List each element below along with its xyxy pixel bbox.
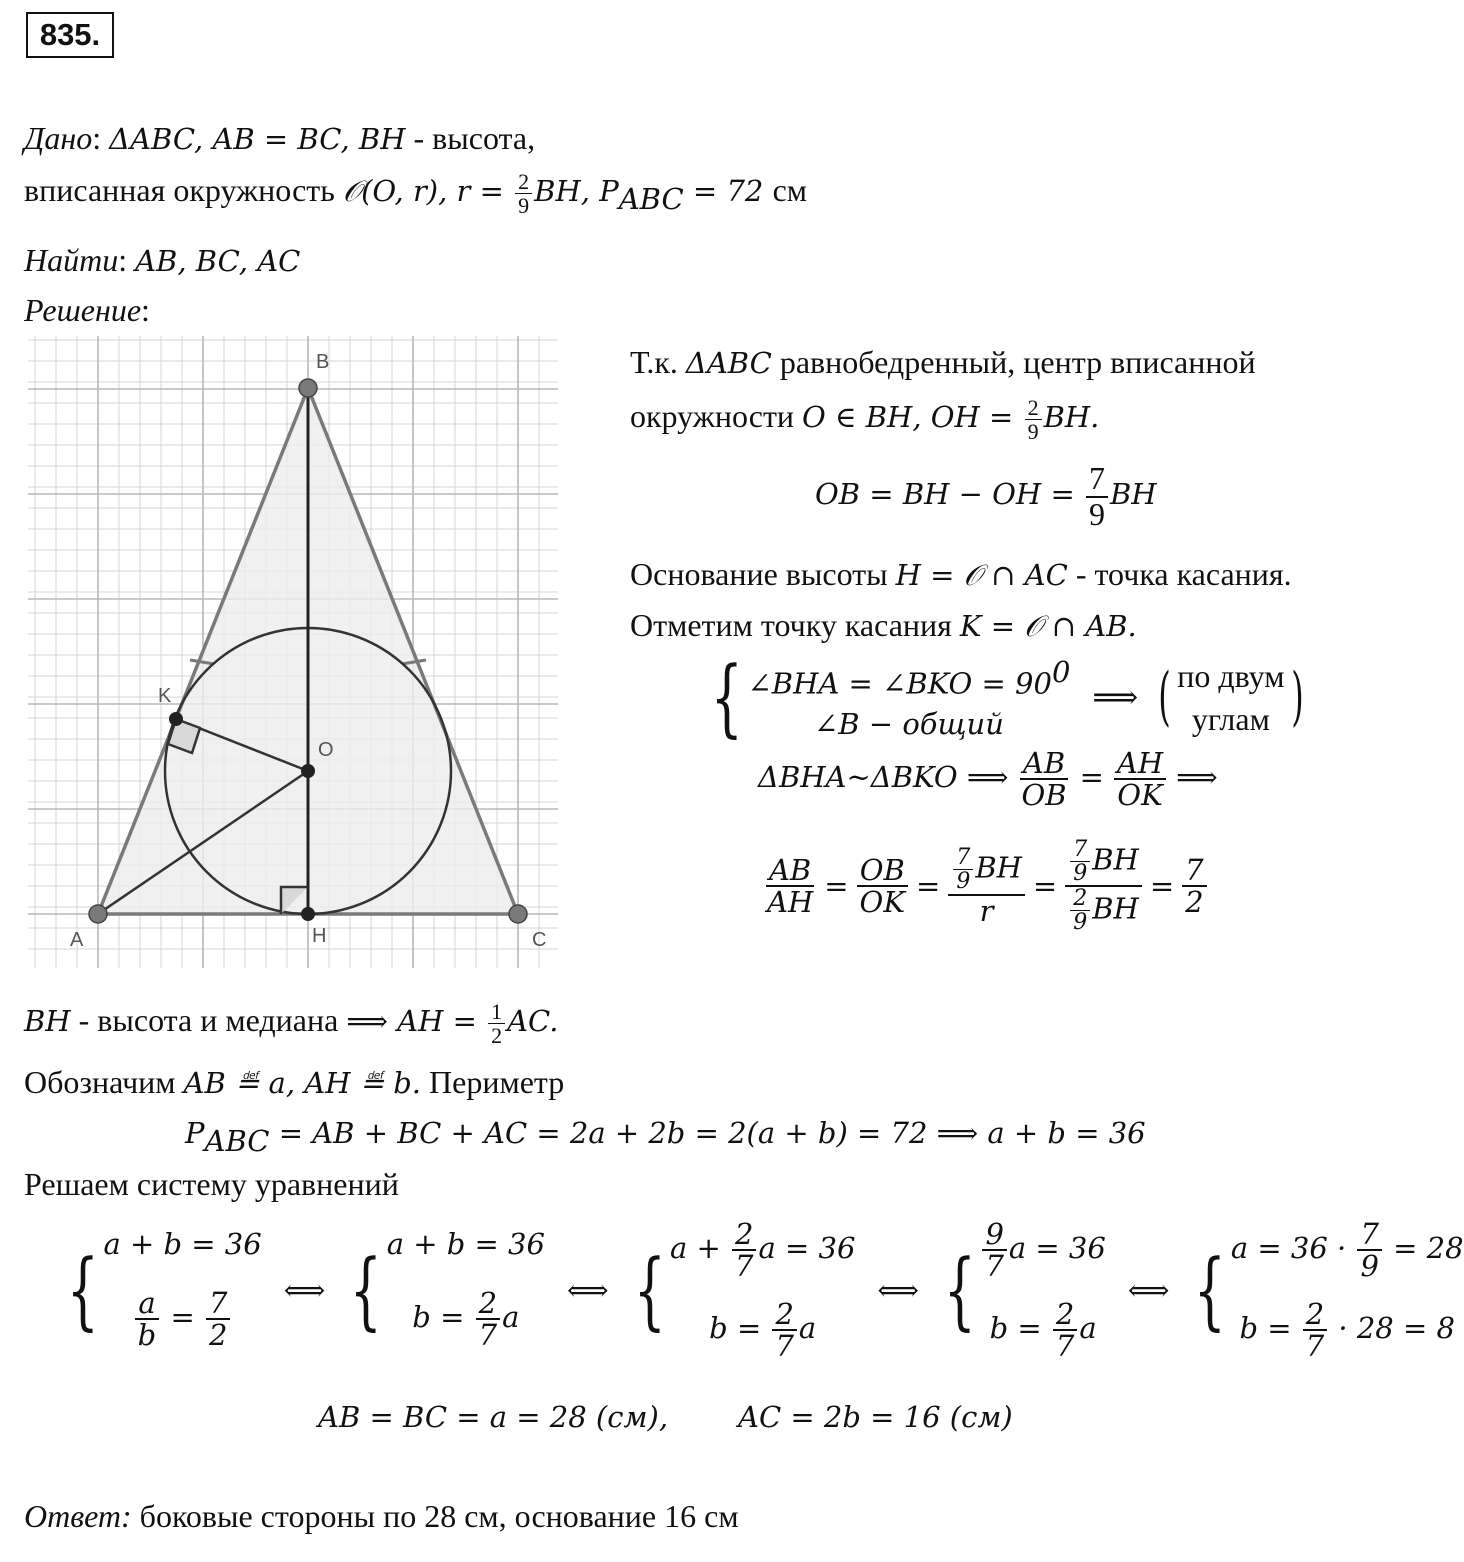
solution-label: Решение:	[24, 292, 150, 328]
triangle-figure	[28, 336, 558, 968]
ratio-line: $\frac{AB}{AH}$ = $\frac{OB}{OK}$ = $\frac{7}{9}$ BH r = $\frac{7}{9}$ BH $\frac{2}{9}$ BH = $\frac{7}{2}$	[762, 838, 1209, 934]
point-a	[89, 905, 107, 923]
given-text-2: вписанная окружность	[24, 171, 343, 208]
point-b	[299, 379, 317, 397]
equation-chain: { a + b = 36 $\frac{a}{b}$ = $\frac{7}{2}$ ⟺ { a + b = 36 b = $\frac{2}{7}$ a ⟺ { a + $\frac{2}{7}$ a = 36 b = $\frac{2}{7}$ a ⟺ { $\frac{9}{7}$ a = 36 b = $\frac{2}{7}$ a ⟺ { a = 36 · $\frac{7}{9}$ = 28 b = $\frac{2}{7}$ · 28 = 8	[56, 1210, 1464, 1370]
given-line-2	[24, 170, 807, 217]
answer-text: боковые стороны по 28 см, основание 16 см	[131, 1498, 739, 1534]
median-line: BH - высота и медиана ⟹ AH = $\frac{1}{2}$ AC.	[24, 999, 559, 1049]
given-sub: ABC	[618, 181, 684, 216]
rc-line-1: Т.к. ΔABC равнобедренный, центр вписанной	[630, 344, 1256, 380]
given-label: Дано	[24, 120, 93, 156]
label-b: B	[316, 351, 330, 373]
given-math-1: ΔABC, AB = BC, BH	[109, 122, 406, 156]
given-frac: $\frac{2}{9}$	[515, 170, 532, 217]
rc-line-3: OB = BH − OH = $\frac{7}{9}$ BH	[815, 460, 1157, 532]
result-line: AB = BC = a = 28 (см), AC = 2b = 16 (см)	[318, 1400, 1013, 1434]
notation-line: Обозначим AB ≝ a, AH ≝ b. Периметр	[24, 1064, 565, 1100]
label-o: O	[318, 739, 334, 761]
point-o	[301, 764, 315, 778]
answer-line	[24, 1500, 739, 1532]
perimeter-line: $P_{ABC}$ = AB + BC + AC = 2a + 2b = 2(a + b) = 72 ⟹ a + b = 36	[185, 1116, 1146, 1158]
rc-line-4: Основание высоты H = 𝒪 ∩ AC - точка касания.	[630, 556, 1292, 592]
point-c	[509, 905, 527, 923]
label-c: C	[532, 929, 547, 951]
find-math: AB, BC, AC	[135, 244, 301, 278]
rc-line-5: Отметим точку касания K = 𝒪 ∩ AB.	[630, 607, 1137, 643]
label-k: K	[158, 685, 172, 707]
find-line: Найти: AB, BC, AC	[24, 242, 301, 278]
system-heading: Решаем систему уравнений	[24, 1166, 399, 1202]
system-similarity: { ∠BHA = ∠BKO = $90^0$ ∠B − общий ⟹ ( по двум углам )	[710, 648, 1304, 746]
label-a: A	[70, 929, 84, 951]
problem-number: 835.	[26, 12, 114, 58]
given-unit: см	[772, 171, 808, 208]
system-3: { a + $\frac{2}{7}$ a = 36 b = $\frac{2}{7}$ a	[633, 1216, 856, 1363]
point-h	[301, 907, 315, 921]
answer-label: Ответ:	[24, 1498, 132, 1534]
system-4: { $\frac{9}{7}$ a = 36 b = $\frac{2}{7}$ a	[943, 1216, 1106, 1363]
given-text-1: - высота,	[405, 120, 536, 156]
given-line-1: Дано: ΔABC, AB = BC, BH - высота,	[24, 120, 536, 156]
find-label: Найти	[24, 242, 119, 278]
rc-line-2: окружности O ∈ BH, OH = $\frac{2}{9}$ BH.	[630, 395, 1100, 445]
system-5: { a = 36 · $\frac{7}{9}$ = 28 b = $\frac{2}{7}$ · 28 = 8	[1194, 1216, 1464, 1363]
given-math-2b: BH, P	[534, 173, 619, 208]
given-math-2c: = 72	[683, 173, 773, 208]
point-k	[169, 712, 183, 726]
similarity-line: ΔBHA~ΔBKO ⟹ $\frac{AB}{OB}$ = $\frac{AH}{OK}$ ⟹	[758, 746, 1218, 813]
given-math-2a: 𝒪(O, r), r =	[342, 173, 514, 208]
system-2: { a + b = 36 b = $\frac{2}{7}$ a	[349, 1226, 545, 1353]
system-1: { a + b = 36 $\frac{a}{b}$ = $\frac{7}{2}$	[66, 1226, 262, 1353]
label-h: H	[312, 925, 327, 947]
